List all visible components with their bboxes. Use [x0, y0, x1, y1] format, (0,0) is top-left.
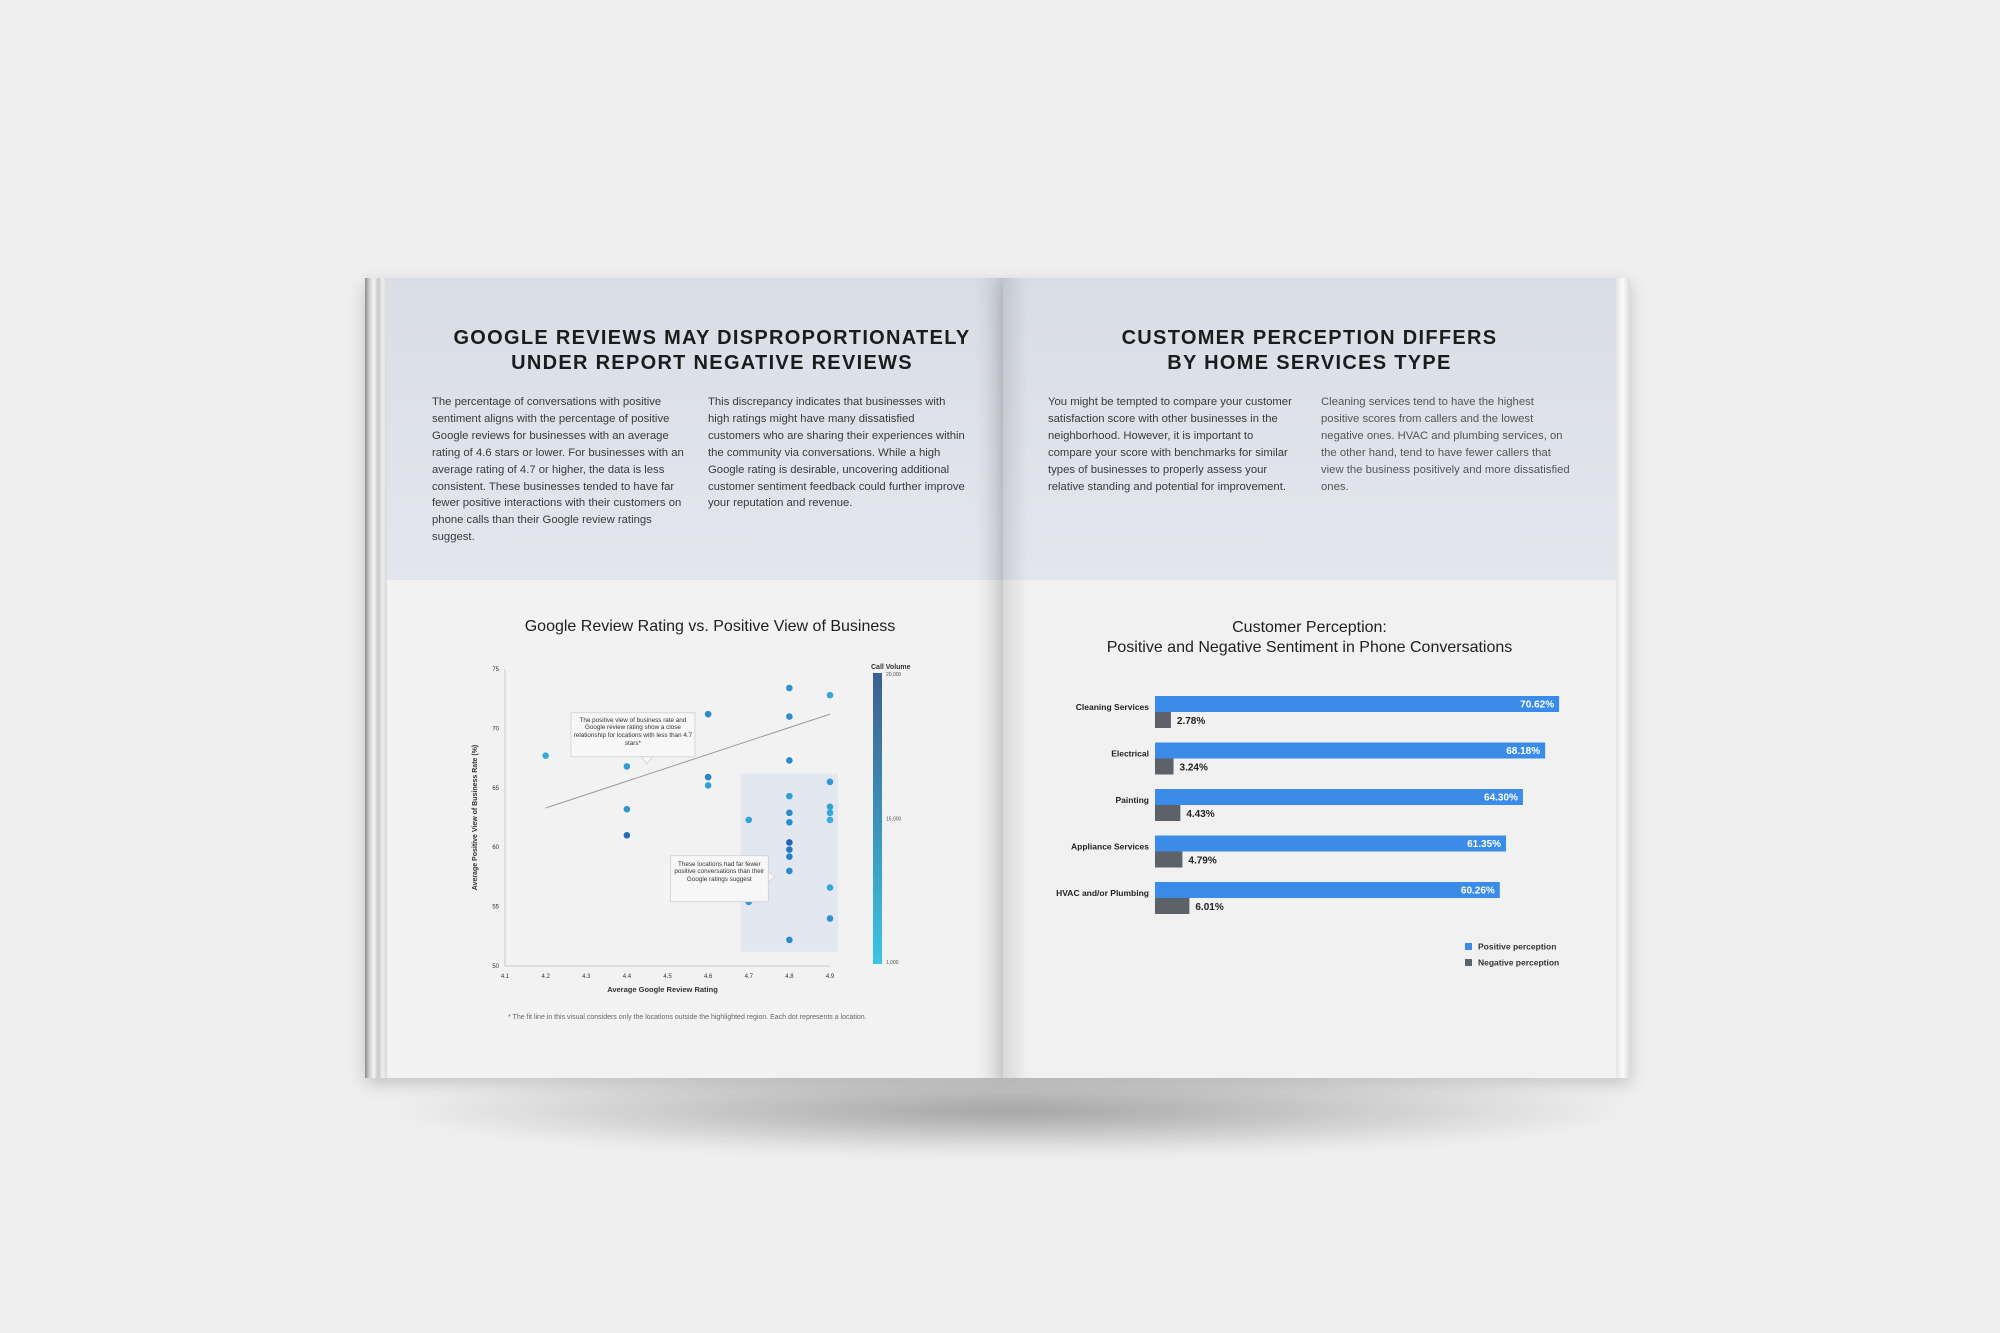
- bar-positive-value-label: 68.18%: [1506, 746, 1541, 757]
- scatter-point: [745, 817, 752, 824]
- scatter-point: [786, 819, 793, 826]
- bar-category-label: Appliance Services: [1071, 841, 1149, 852]
- right-text-column-1: You might be tempted to compare your customer satisfaction score with other businesses in the neighborhood. However, it is important to compare your score with benchmarks for similar types of businesses to properly assess your relative standing and potential for improvement.: [1048, 396, 1292, 493]
- bar-negative: [1155, 852, 1182, 868]
- x-tick-label: 4.7: [744, 974, 753, 980]
- bar-positive: [1155, 743, 1545, 759]
- bar-positive-value-label: 60.26%: [1460, 885, 1495, 897]
- scatter-point: [827, 809, 834, 816]
- scatter-point: [624, 806, 631, 813]
- bar-positive: [1155, 836, 1506, 852]
- x-tick-label: 4.2: [541, 974, 550, 980]
- bar-positive-value-label: 70.62%: [1520, 699, 1555, 711]
- annotation-text-2: These locations had far fewer positive conversations than their Google ratings suggest: [674, 860, 765, 883]
- right-title-line-2: BY HOME SERVICES TYPE: [1167, 352, 1452, 374]
- colorbar-tick-label: 1,000: [886, 960, 899, 966]
- bar-category-label: HVAC and/or Plumbing: [1056, 888, 1149, 898]
- scatter-x-axis-label: Average Google Review Rating: [607, 985, 718, 994]
- x-tick-label: 4.9: [825, 974, 835, 980]
- right-page: [1003, 278, 1630, 1078]
- scatter-point: [786, 839, 793, 846]
- scatter-point: [786, 846, 793, 853]
- left-title-line-2: UNDER REPORT NEGATIVE REVIEWS: [511, 352, 913, 374]
- y-tick-label: 55: [492, 904, 499, 911]
- bar-category-label: Electrical: [1111, 748, 1149, 759]
- bar-chart: [1003, 278, 1630, 1078]
- y-tick-label: 65: [492, 785, 499, 792]
- y-tick-label: 60: [492, 845, 499, 852]
- annotation-pointer: [641, 757, 653, 764]
- bar-negative: [1155, 759, 1174, 775]
- colorbar-label: Call Volume: [871, 664, 911, 671]
- y-tick-label: 70: [492, 726, 499, 733]
- scatter-point: [624, 763, 631, 770]
- scatter-point: [827, 779, 834, 786]
- x-tick-label: 4.3: [582, 974, 591, 980]
- x-tick-label: 4.8: [785, 974, 794, 980]
- right-gutter-shade: [1003, 278, 1029, 1078]
- bar-negative: [1155, 898, 1189, 914]
- scatter-point: [786, 793, 793, 800]
- scatter-point: [624, 832, 631, 839]
- legend-label-positive: Positive perception: [1478, 941, 1557, 952]
- bar-negative-value-label: 2.78%: [1176, 716, 1206, 727]
- bar-negative: [1155, 805, 1180, 821]
- right-text-column-2: Cleaning services tend to have the highest positive scores from callers and the lowest negative ones. HVAC and plumbing services, on the other hand, tend to have fewer callers that view the business positively and more dissatisfied ones.: [1321, 396, 1570, 493]
- x-tick-label: 4.4: [622, 974, 632, 980]
- left-text-column-2: This discrepancy indicates that businesses with high ratings might have many dissatisfied customers who are sharing their experiences within the community via conversations. While a high Google rating is desirable, uncovering additional customer sentiment feedback could further improve your reputation and revenue.: [708, 396, 965, 510]
- scatter-point: [827, 915, 834, 922]
- scatter-point: [542, 752, 549, 759]
- right-title-line-1: CUSTOMER PERCEPTION DIFFERS: [1121, 327, 1498, 349]
- bar-positive-value-label: 64.30%: [1484, 792, 1518, 804]
- x-tick-label: 4.6: [703, 974, 713, 980]
- left-page-title: [425, 326, 999, 376]
- scatter-point: [786, 809, 793, 816]
- legend-swatch-positive: [1465, 943, 1472, 950]
- colorbar: [873, 673, 882, 964]
- left-gutter-shade: [975, 278, 1005, 1078]
- scatter-point: [827, 817, 834, 824]
- left-title-line-1: GOOGLE REVIEWS MAY DISPROPORTIONATELY: [453, 327, 971, 349]
- bar-negative: [1155, 712, 1171, 728]
- colorbar-tick-label: 20,000: [886, 672, 902, 678]
- scatter-point: [827, 884, 834, 891]
- colorbar-tick-label: 15,000: [886, 816, 902, 823]
- left-text-column-1: The percentage of conversations with positive sentiment aligns with the percentage of positive Google reviews for businesses with an average rating of 4.6 stars or lower. For businesses with an average rating of 4.7 or higher, the data is less consistent. These businesses tended to have far fewer positive interactions with their customers on phone calls than their Google review ratings suggest.: [432, 396, 684, 544]
- x-tick-label: 4.5: [663, 974, 672, 980]
- scatter-chart-title: Google Review Rating vs. Positive View of Business: [524, 618, 896, 635]
- bar-category-label: Painting: [1115, 795, 1149, 805]
- bar-positive: [1155, 789, 1523, 805]
- bar-negative-value-label: 6.01%: [1195, 902, 1224, 913]
- bar-negative-value-label: 4.79%: [1188, 855, 1217, 867]
- scatter-point: [786, 685, 793, 692]
- bar-legend: [1465, 942, 1559, 968]
- bar-chart-title-line-1: Customer Perception:: [1232, 619, 1387, 636]
- scatter-point: [786, 757, 793, 764]
- y-tick-label: 75: [492, 667, 499, 673]
- scatter-point: [705, 711, 712, 718]
- bar-positive: [1155, 882, 1500, 898]
- scatter-point: [786, 713, 793, 720]
- scatter-footnote: * The fit line in this visual considers only the locations outside the highlighted region. Each dot represents a location.: [508, 1014, 867, 1021]
- scatter-point: [786, 868, 793, 875]
- legend-swatch-negative: [1465, 959, 1472, 966]
- legend-label-negative: Negative perception: [1478, 957, 1560, 968]
- scatter-chart: [365, 636, 1005, 1016]
- bar-negative-value-label: 4.43%: [1186, 809, 1215, 820]
- bar-positive-value-label: 61.35%: [1467, 839, 1502, 850]
- scatter-y-axis-label: Average Positive View of Business Rate (%): [472, 744, 479, 891]
- bar-category-label: Cleaning Services: [1075, 702, 1149, 712]
- scatter-point: [705, 774, 712, 781]
- annotation-callout-1: [571, 713, 695, 764]
- scatter-point: [827, 804, 834, 811]
- scatter-point: [786, 853, 793, 860]
- bar-chart-title-line-2: Positive and Negative Sentiment in Phone Conversations: [1106, 639, 1513, 656]
- y-tick-label: 50: [492, 964, 499, 970]
- left-page: [365, 278, 1005, 1078]
- bar-positive: [1155, 696, 1559, 712]
- x-tick-label: 4.1: [500, 974, 510, 980]
- scatter-point: [786, 937, 793, 944]
- scatter-point: [705, 782, 712, 789]
- bar-negative-value-label: 3.24%: [1179, 762, 1208, 774]
- annotation-text-1: The positive view of business rate and Google review rating show a close relationship for locations with less than 4.7 stars*: [573, 716, 693, 747]
- annotation-callout-2: [670, 856, 775, 902]
- magazine-shadow: [395, 1065, 1625, 1155]
- scatter-point: [827, 692, 834, 699]
